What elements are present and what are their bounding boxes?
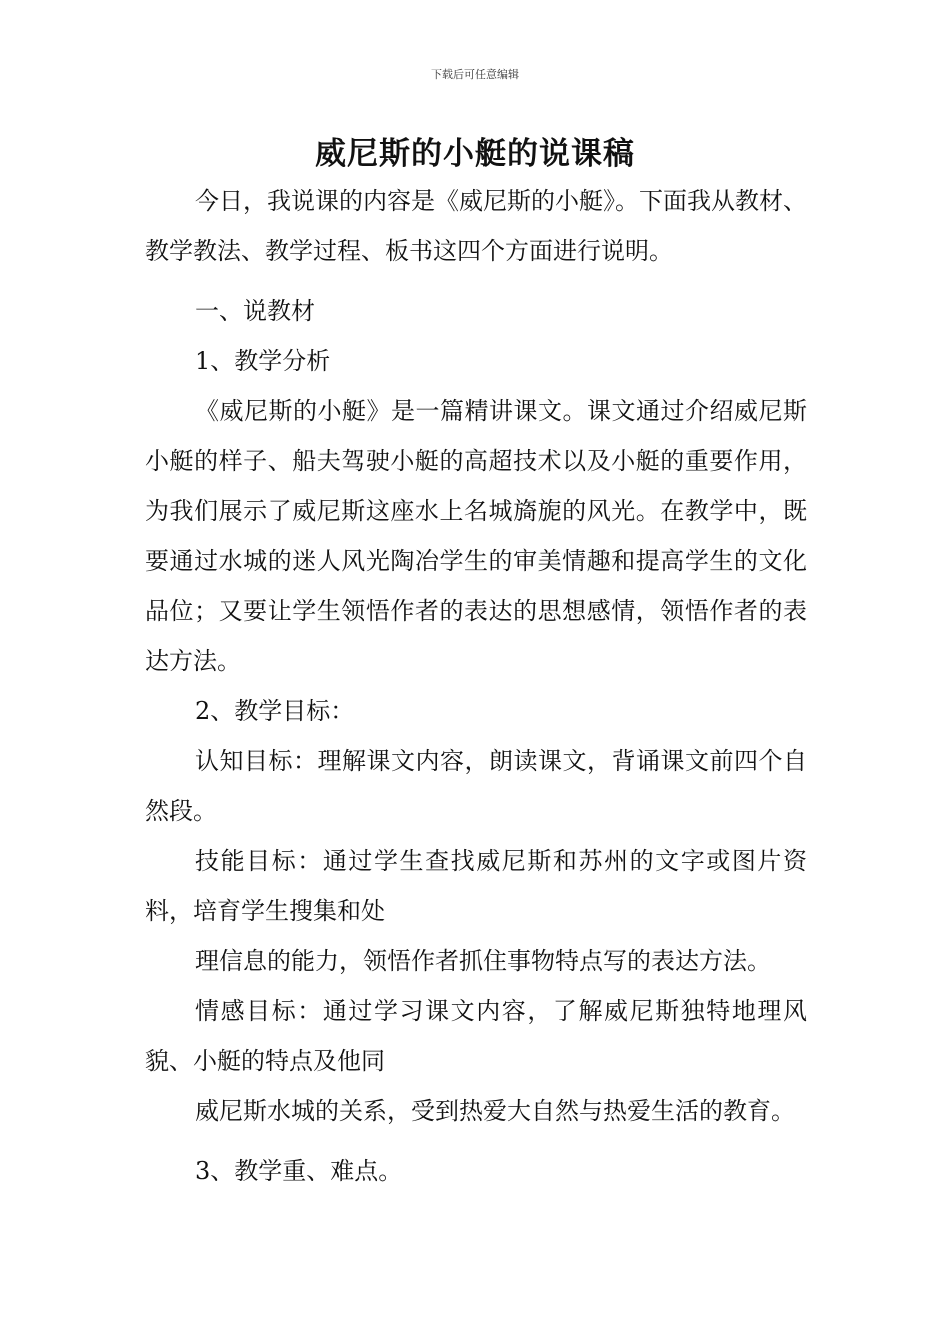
paragraph-cognitive-objective: 认知目标：理解课文内容，朗读课文，背诵课文前四个自然段。 [145,747,807,825]
paragraph-skill-objective: 技能目标：通过学生查找威尼斯和苏州的文字或图片资料，培育学生搜集和处 [145,847,807,925]
page-header-note: 下载后可任意编辑 [431,68,519,81]
paragraph-emotional-objective: 情感目标：通过学习课文内容，了解威尼斯独特地理风貌、小艇的特点及他同 [145,997,807,1075]
paragraph-intro: 今日，我说课的内容是《威尼斯的小艇》。下面我从教材、教学教法、教学过程、板书这四个方面进行说明。 [145,187,807,265]
document-body [145,176,807,1196]
paragraph-skill-objective-continued: 理信息的能力，领悟作者抓住事物特点写的表达方法。 [195,947,771,975]
section-heading-teaching-material: 一、说教材 [195,297,315,325]
document-title: 威尼斯的小艇的说课稿 [315,136,635,172]
paragraph-analysis: 《威尼斯的小艇》是一篇精讲课文。课文通过介绍威尼斯小艇的样子、船夫驾驶小艇的高超技术以及小艇的重要作用，为我们展示了威尼斯这座水上名城旖旎的风光。在教学中，既要通过水城的迷人风光陶冶学生的审美情趣和提高学生的文化品位；又要让学生领悟作者的表达的思想感情，领悟作者的表达方法。 [145,397,807,675]
paragraph-emotional-objective-continued: 威尼斯水城的关系，受到热爱大自然与热爱生活的教育。 [195,1097,795,1125]
subsection-heading-analysis: 1、教学分析 [195,347,331,375]
subsection-heading-objectives: 2、教学目标： [195,697,355,725]
subsection-heading-key-points: 3、教学重、难点。 [195,1157,403,1185]
